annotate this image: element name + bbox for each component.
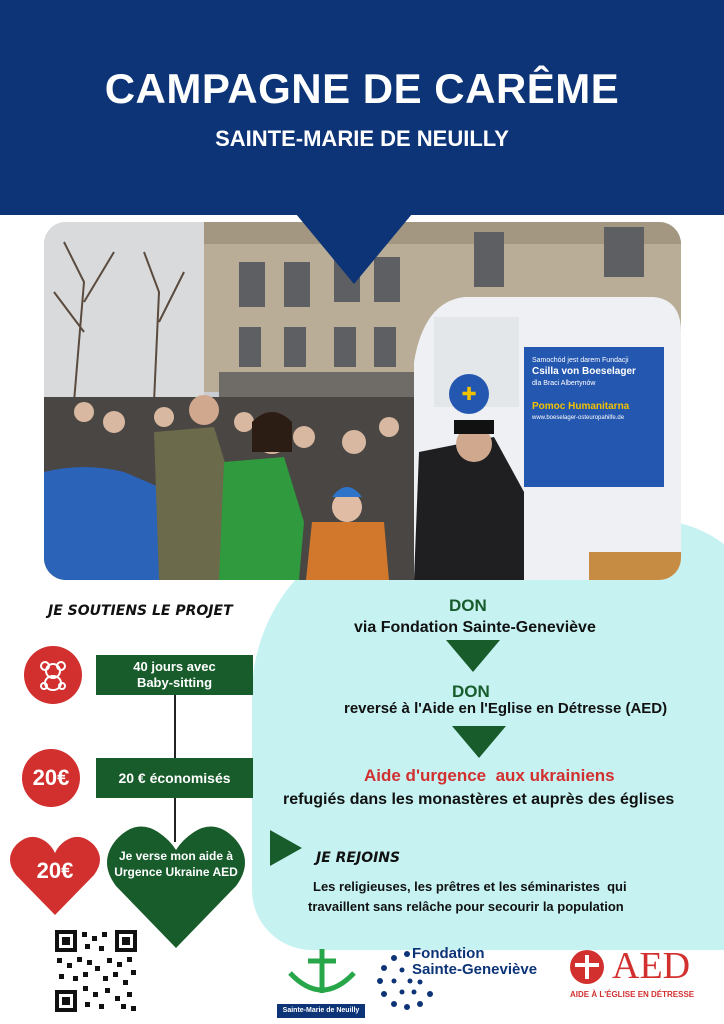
van-line3: dla Braci Albertynów — [532, 379, 596, 387]
aide-urgence: Aide d'urgence aux ukrainiens — [364, 766, 615, 785]
van-name: Csilla von Boeselager — [532, 366, 636, 378]
teddy-bear-icon — [36, 658, 70, 692]
rejoins-heading: JE REJOINS — [316, 850, 401, 866]
religieuses-line1: Les religieuses, les prêtres et les séminaristes qui — [313, 879, 627, 894]
amount-badge-1: 20€ — [22, 749, 80, 807]
sainte-marie-logo-text: Sainte-Marie de Neuilly — [277, 1004, 365, 1018]
page-subtitle: SAINTE-MARIE DE NEUILLY — [215, 126, 509, 151]
refugies-text: refugiés dans les monastères et auprès des églises — [283, 791, 675, 808]
qr-code[interactable] — [55, 930, 137, 1012]
header-pointer — [296, 214, 412, 284]
heart-text: Je verse mon aide à Urgence Ukraine AED — [114, 849, 238, 879]
arrow-right — [270, 830, 302, 866]
aed-cross-icon — [570, 950, 604, 984]
don-label-2: DON — [452, 682, 490, 701]
sainte-marie-logo-icon — [282, 945, 362, 1007]
van-line1: Samochód jest darem Fundacji — [532, 357, 629, 364]
aed-subtitle: AIDE À L'ÉGLISE EN DÉTRESSE — [570, 990, 695, 999]
van-sign — [532, 356, 662, 422]
fondation-line1: Fondation — [412, 945, 485, 962]
page-title: CAMPAGNE DE CARÊME — [104, 65, 620, 112]
van-help: Pomoc Humanitarna — [532, 401, 630, 413]
teddy-badge — [24, 646, 82, 704]
don-label-1: DON — [449, 596, 487, 615]
via-fondation: via Fondation Sainte-Geneviève — [354, 619, 596, 636]
step-saved: 20 € économisés — [96, 758, 253, 798]
van-url: www.boeselager-osteuropahilfe.de — [532, 414, 625, 421]
reverse-aed: reversé à l'Aide en l'Eglise en Détresse (AED) — [344, 700, 668, 717]
fondation-line2: Sainte-Geneviève — [412, 961, 538, 978]
fondation-logo-text — [412, 946, 537, 978]
aed-logo-text: AED — [612, 945, 691, 987]
svg-text:✚: ✚ — [461, 384, 477, 404]
religieuses-line2: travaillent sans relâche pour secourir la population — [308, 899, 624, 914]
header-banner — [0, 0, 724, 215]
arrow-down-1 — [446, 640, 500, 672]
amount-badge-2: 20€ — [36, 858, 74, 883]
support-heading: JE SOUTIENS LE PROJET — [48, 603, 233, 619]
step-babysitting: 40 jours avec Baby-sitting — [96, 655, 253, 695]
arrow-down-2 — [452, 726, 506, 758]
